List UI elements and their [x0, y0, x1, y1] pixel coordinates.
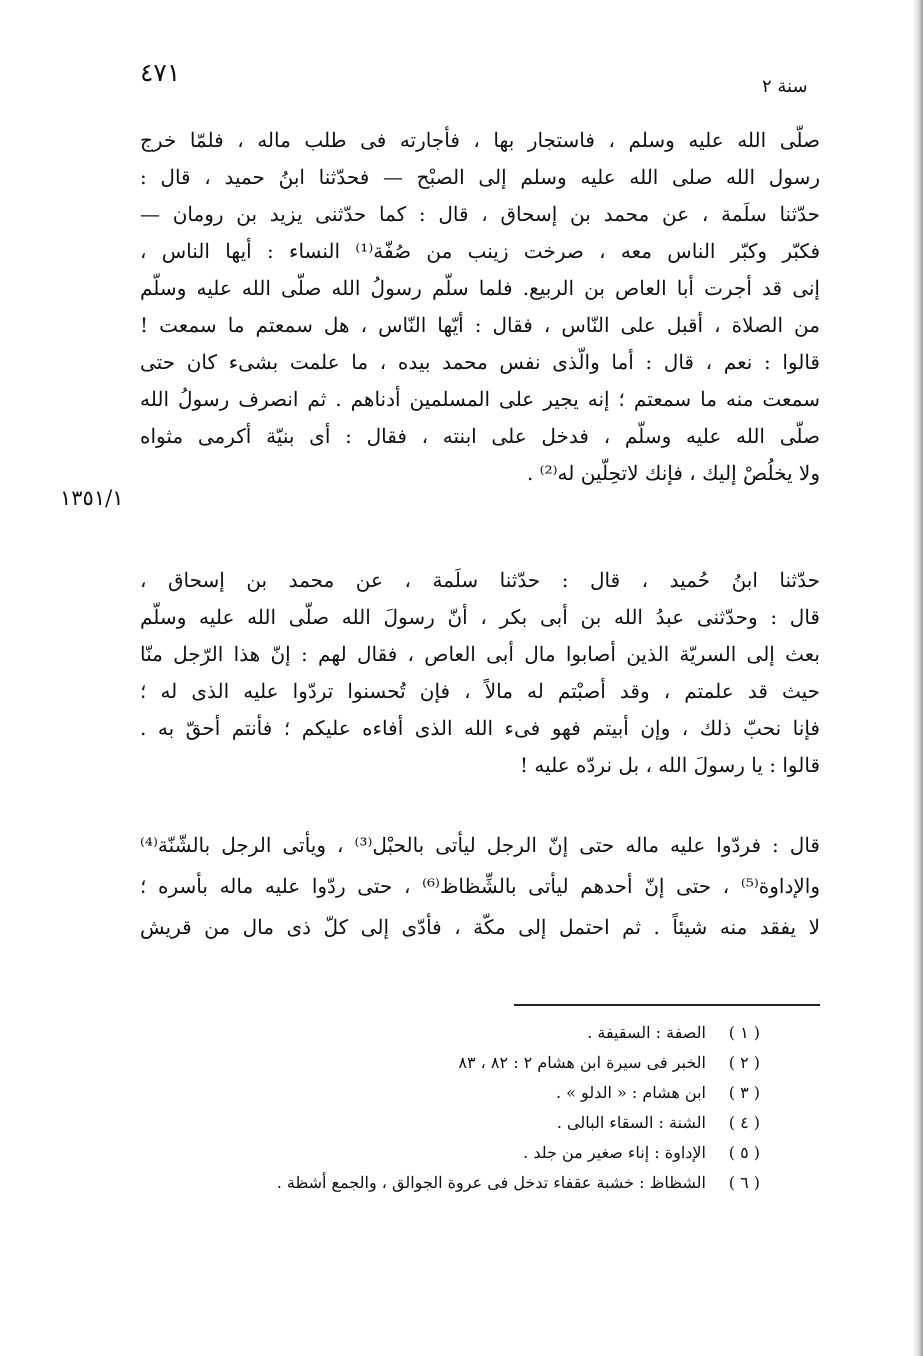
- page-number: ٤٧١: [140, 58, 181, 87]
- footnote-text: الإداوة : إناء صغير من جلد .: [523, 1143, 706, 1162]
- body-paragraph: [140, 562, 820, 784]
- footnote-text: الخبر فى سيرة ابن هشام ٢ : ٨٢ ، ٨٣: [458, 1053, 706, 1072]
- text-line: رسول الله صلى الله عليه وسلم إلى الصبْح — فحدّثنا ابنُ حميد ، قال :: [140, 165, 820, 189]
- footnote: [200, 1168, 760, 1198]
- text-line: لا يفقد منه شيئاً . ثم احتمل إلى مكّة ، فأدّى إلى كلّ ذى مال من قريش: [140, 915, 820, 939]
- page-edge-shadow: [913, 0, 923, 1356]
- footnote-text: الشنة : السقاء البالى .: [556, 1113, 706, 1132]
- text-line: قال : فردّوا عليه ماله حتى إنّ الرجل ليأتى بالحبْل⁽³⁾ ، ويأتى الرجل بالشّنّة⁽⁴⁾: [140, 833, 820, 857]
- footnote-separator: [514, 1004, 820, 1006]
- text-line: حدّثنا سلَمة ، عن محمد بن إسحاق ، قال : كما حدّثنى يزيد بن رومان —: [140, 202, 820, 226]
- footnote: [200, 1078, 760, 1108]
- body-paragraph: [140, 825, 820, 948]
- text-line: قالوا : نعم ، قال : أما والّذى نفس محمد بيده ، ما علمت بشىء كان حتى: [140, 350, 820, 374]
- text-line: صلّى الله عليه وسلّم ، فدخل على ابنته ، فقال : أى بنيّة أكرمى مثواه: [140, 424, 820, 448]
- footnote-number: ( ٣ ): [728, 1083, 760, 1102]
- running-header-year: سنة ٢: [762, 76, 808, 97]
- footnote-number: ( ٥ ): [728, 1143, 760, 1162]
- text-line: من الصلاة ، أقبل على النّاس ، فقال : أيّها النّاس ، هل سمعتم ما سمعت !: [140, 313, 820, 337]
- footnotes-list: [200, 1018, 760, 1198]
- text-line: صلّى الله عليه وسلم ، فاستجار بها ، فأجارته فى طلب ماله ، فلمّا خرج: [140, 128, 820, 152]
- footnote: [200, 1108, 760, 1138]
- footnote-text: الشظاظ : خشبة عقفاء تدخل فى عروة الجوالق ، والجمع أشظة .: [276, 1173, 706, 1192]
- body-paragraph: [140, 122, 820, 492]
- text-line: فكبّر وكبّر الناس معه ، صرخت زينب من صُفّة⁽¹⁾ النساء : أيها الناس ،: [140, 239, 820, 263]
- footnote: [200, 1138, 760, 1168]
- text-line: فإنا نحبّ ذلك ، وإن أبيتم فهو فىء الله الذى أفاءه عليكم ؛ فأنتم أحقّ به .: [140, 716, 820, 740]
- text-line: ولا يخلُصْ إليك ، فإنك لاتحِلّين له⁽²⁾ .: [526, 461, 820, 485]
- text-line: والإداوة⁽⁵⁾ ، حتى إنّ أحدهم ليأتى بالشِّظاظ⁽⁶⁾ ، حتى ردّوا عليه ماله بأسره ؛: [140, 874, 820, 898]
- text-line: سمعت منه ما سمعتم ؛ إنه يجير على المسلمين أدناهم . ثم انصرف رسولُ الله: [140, 387, 820, 411]
- footnote-number: ( ٢ ): [728, 1053, 760, 1072]
- text-line: إنى قد أجرت أبا العاص بن الربيع. فلما سلّم رسولُ الله صلّى الله عليه وسلّم: [140, 276, 820, 300]
- text-line: حيث قد علمتم ، وقد أصبْتم له مالاً ، فإن تُحسنوا تردّوا عليه الذى له ؛: [140, 679, 820, 703]
- margin-date-note: ١٣٥١/١: [60, 486, 124, 510]
- footnote-text: الصفة : السقيفة .: [587, 1023, 706, 1042]
- text-line: قالوا : يا رسولَ الله ، بل نردّه عليه !: [519, 753, 820, 777]
- text-line: قال : وحدّثنى عبدُ الله بن أبى بكر ، أنّ رسولَ الله صلّى الله عليه وسلّم: [140, 605, 820, 629]
- text-line: حدّثنا ابنُ حُميد ، قال : حدّثنا سلَمة ، عن محمد بن إسحاق ،: [140, 568, 820, 592]
- footnote-text: ابن هشام : « الدلو » .: [556, 1083, 706, 1102]
- text-line: بعث إلى السريّة الذين أصابوا مال أبى العاص ، فقال لهم : إنّ هذا الرّجل منّا: [140, 642, 820, 666]
- footnote-number: ( ٤ ): [728, 1113, 760, 1132]
- footnote: [200, 1018, 760, 1048]
- footnote-number: ( ١ ): [728, 1023, 760, 1042]
- footnote-number: ( ٦ ): [728, 1173, 760, 1192]
- footnote: [200, 1048, 760, 1078]
